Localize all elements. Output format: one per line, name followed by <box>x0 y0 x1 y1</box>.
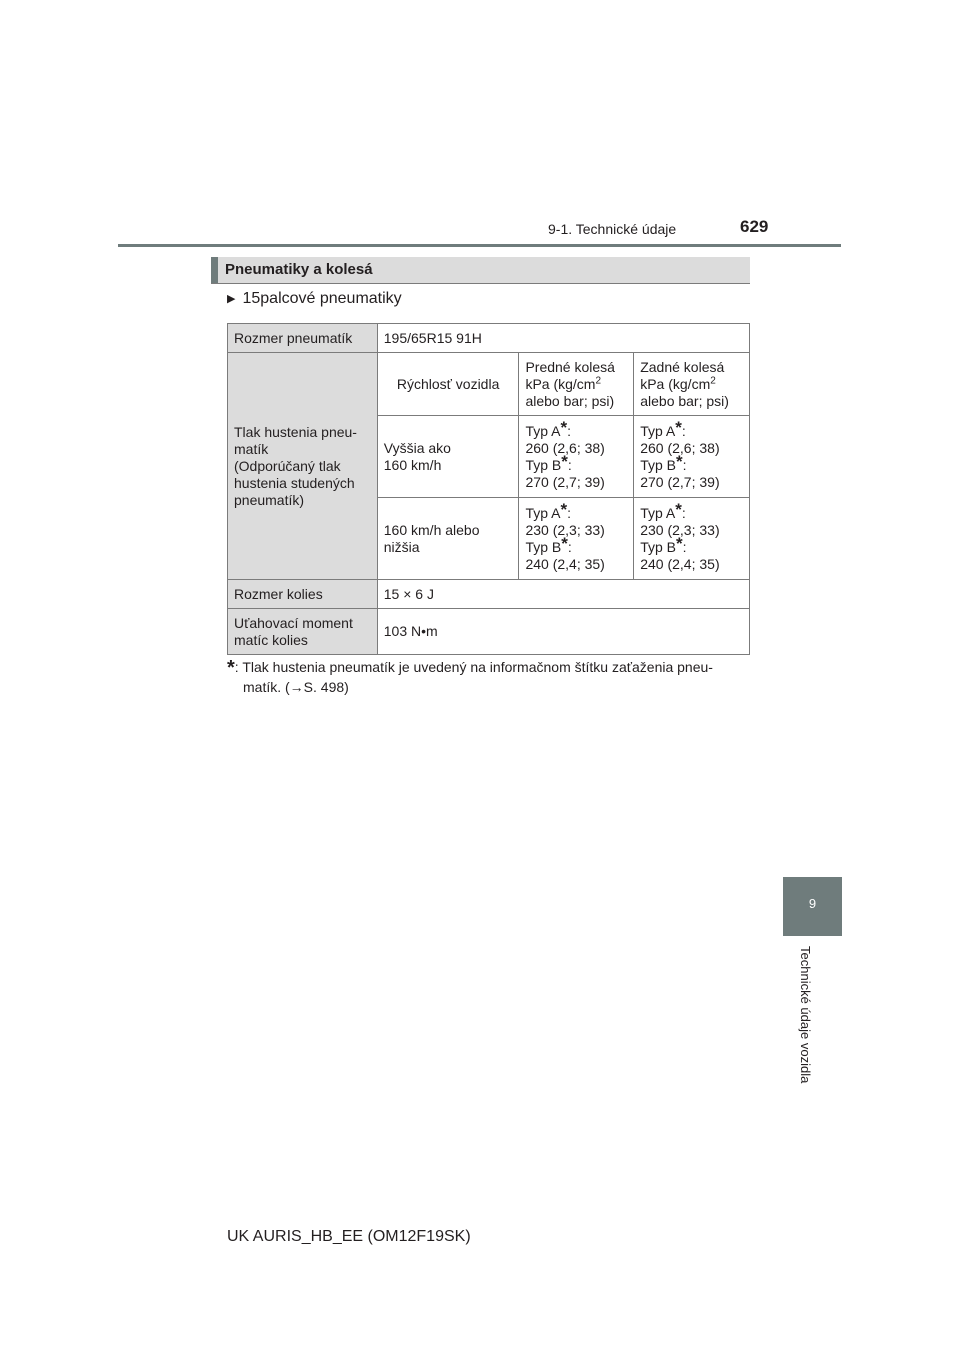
torque-value: 103 N•m <box>377 609 749 655</box>
tire-size-label: Rozmer pneumatík <box>228 324 378 353</box>
tire-size-value: 195/65R15 91H <box>377 324 749 353</box>
table-row <box>228 580 750 609</box>
rear-pressure-high: Typ A*: 260 (2,6; 38) Typ B*: 270 (2,7; 39) <box>634 416 750 498</box>
front-pressure-high: Typ A*: 260 (2,6; 38) Typ B*: 270 (2,7; 39) <box>519 416 634 498</box>
footnote-asterisk: * <box>227 657 235 679</box>
table-row <box>228 324 750 353</box>
header-section-title: 9-1. Technické údaje <box>548 221 677 237</box>
pressure-label: Tlak hustenia pneu- matík (Odporúčaný tlak hustenia studených pneumatík) <box>228 353 378 580</box>
speed-header: Rýchlosť vozidla <box>377 353 519 416</box>
section-title-bar <box>211 257 750 284</box>
chapter-tab-title: Technické údaje vozidla <box>798 946 813 1084</box>
table-row <box>228 609 750 655</box>
torque-label: Uťahovací moment matíc kolies <box>228 609 378 655</box>
section-title-accent <box>211 257 218 283</box>
document-id: UK AURIS_HB_EE (OM12F19SK) <box>227 1228 471 1245</box>
table-row <box>228 353 750 416</box>
section-title: Pneumatiky a kolesá <box>225 261 373 278</box>
footnote <box>227 656 757 697</box>
page-number: 629 <box>740 217 769 236</box>
wheel-size-label: Rozmer kolies <box>228 580 378 609</box>
front-pressure-low: Typ A*: 230 (2,3; 33) Typ B*: 240 (2,4; 35) <box>519 498 634 580</box>
wheel-size-value: 15 × 6 J <box>377 580 749 609</box>
header-divider <box>118 244 841 247</box>
rear-pressure-low: Typ A*: 230 (2,3; 33) Typ B*: 240 (2,4; 35) <box>634 498 750 580</box>
front-wheels-header: Predné kolesá kPa ($kg/cm^2$ alebo bar; psi) <box>519 353 634 416</box>
chapter-tab <box>783 877 842 936</box>
triangle-bullet-icon: ▶ <box>227 293 236 305</box>
footnote-line-1: : Tlak hustenia pneumatík je uvedený na informačnom štítku zaťaženia pneu- <box>234 659 713 675</box>
speed-range-high: Vyššia ako 160 km/h <box>377 416 519 498</box>
chapter-tab-number: 9 <box>808 896 817 911</box>
subsection-heading <box>227 290 402 308</box>
footnote-line-2: matík. (→S. 498) <box>243 679 349 695</box>
subsection-heading-text: 15palcové pneumatiky <box>242 290 402 307</box>
speed-range-low: 160 km/h alebo nižšia <box>377 498 519 580</box>
rear-wheels-header: Zadné kolesá kPa ($kg/cm^2$ alebo bar; psi) <box>634 353 750 416</box>
tire-spec-table <box>227 323 750 655</box>
